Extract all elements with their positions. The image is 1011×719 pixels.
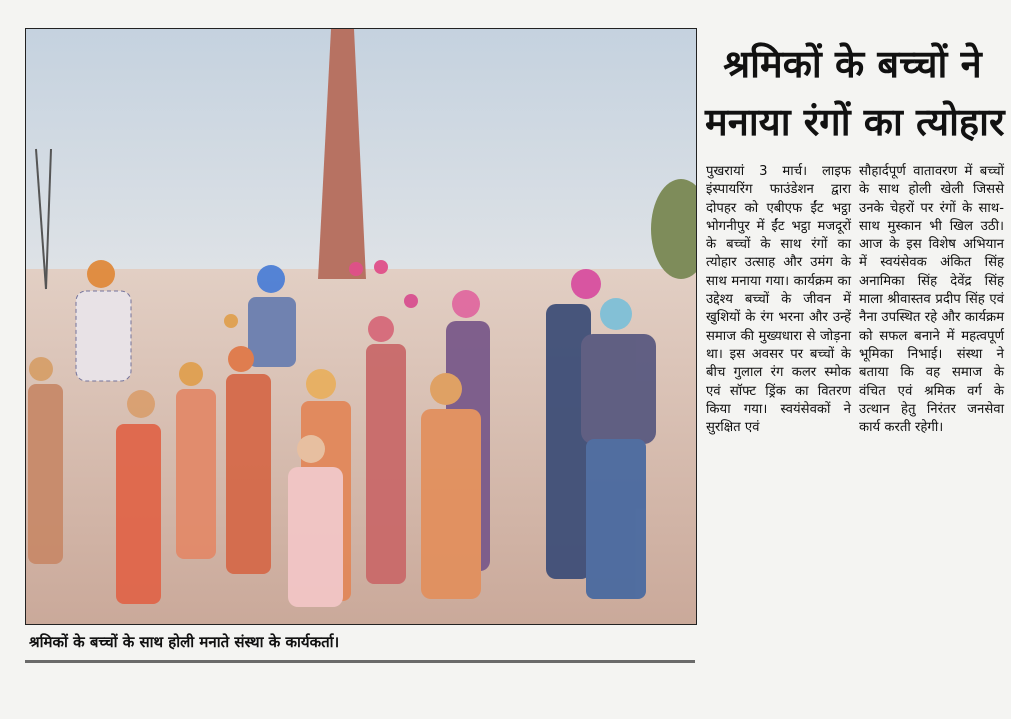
photo-caption-bar <box>25 624 695 663</box>
news-photo <box>25 28 697 625</box>
article-column-1 <box>706 163 851 663</box>
headline-line-1: श्रमिकों के बच्चों ने <box>723 42 982 86</box>
article-column-2 <box>859 163 1004 663</box>
article-column-2-text: सौहार्दपूर्ण वातावरण में बच्चों के साथ होली खेली जिससे उनके चेहरों पर रंगों के साथ-साथ मुस्कान भी खिल उठी। आज के इस विशेष अभियान में स्वयंसेवक अंकित सिंह अनामिका सिंह देवेंद्र सिंह माला श्रीवास्तव प्रदीप सिंह एवं नैना उपस्थित रहे और कार्यक्रम को सफल बनाने में महत्वपूर्ण भूमिका निभाई। संस्था ने बताया कि वह समाज के वंचित एवं श्रमिक वर्ग के उत्थान हेतु निरंतर जनसेवा कार्य करती रहेगी। <box>859 164 1004 436</box>
headline-line-2: मनाया रंगों का त्योहार <box>705 100 1005 144</box>
headline <box>705 35 1005 151</box>
article-column-1-text: पुखरायां 3 मार्च। लाइफ इंस्पायरिंग फाउंडेशन द्वारा दोपहर को एबीएफ ईंट भट्ठा भोगनीपुर में ईंट भट्ठा मजदूरों के बच्चों के साथ रंगों का त्योहार उत्साह और उमंग के साथ मनाया गया। कार्यक्रम का उद्देश्य बच्चों के जीवन में खुशियों के रंग भरना और उन्हें समाज की मुख्यधारा से जोड़ना था। इस अवसर पर बच्चों के बीच गुलाल रंग कलर स्मोक एवं सॉफ्ट ड्रिंक का वितरण किया गया। स्वयंसेवकों ने सुरक्षित एवं <box>706 164 851 436</box>
article-body <box>706 163 1004 663</box>
photo-caption: श्रमिकों के बच्चों के साथ होली मनाते संस्था के कार्यकर्ता। <box>29 633 340 651</box>
holi-children-photo-icon <box>26 29 696 624</box>
